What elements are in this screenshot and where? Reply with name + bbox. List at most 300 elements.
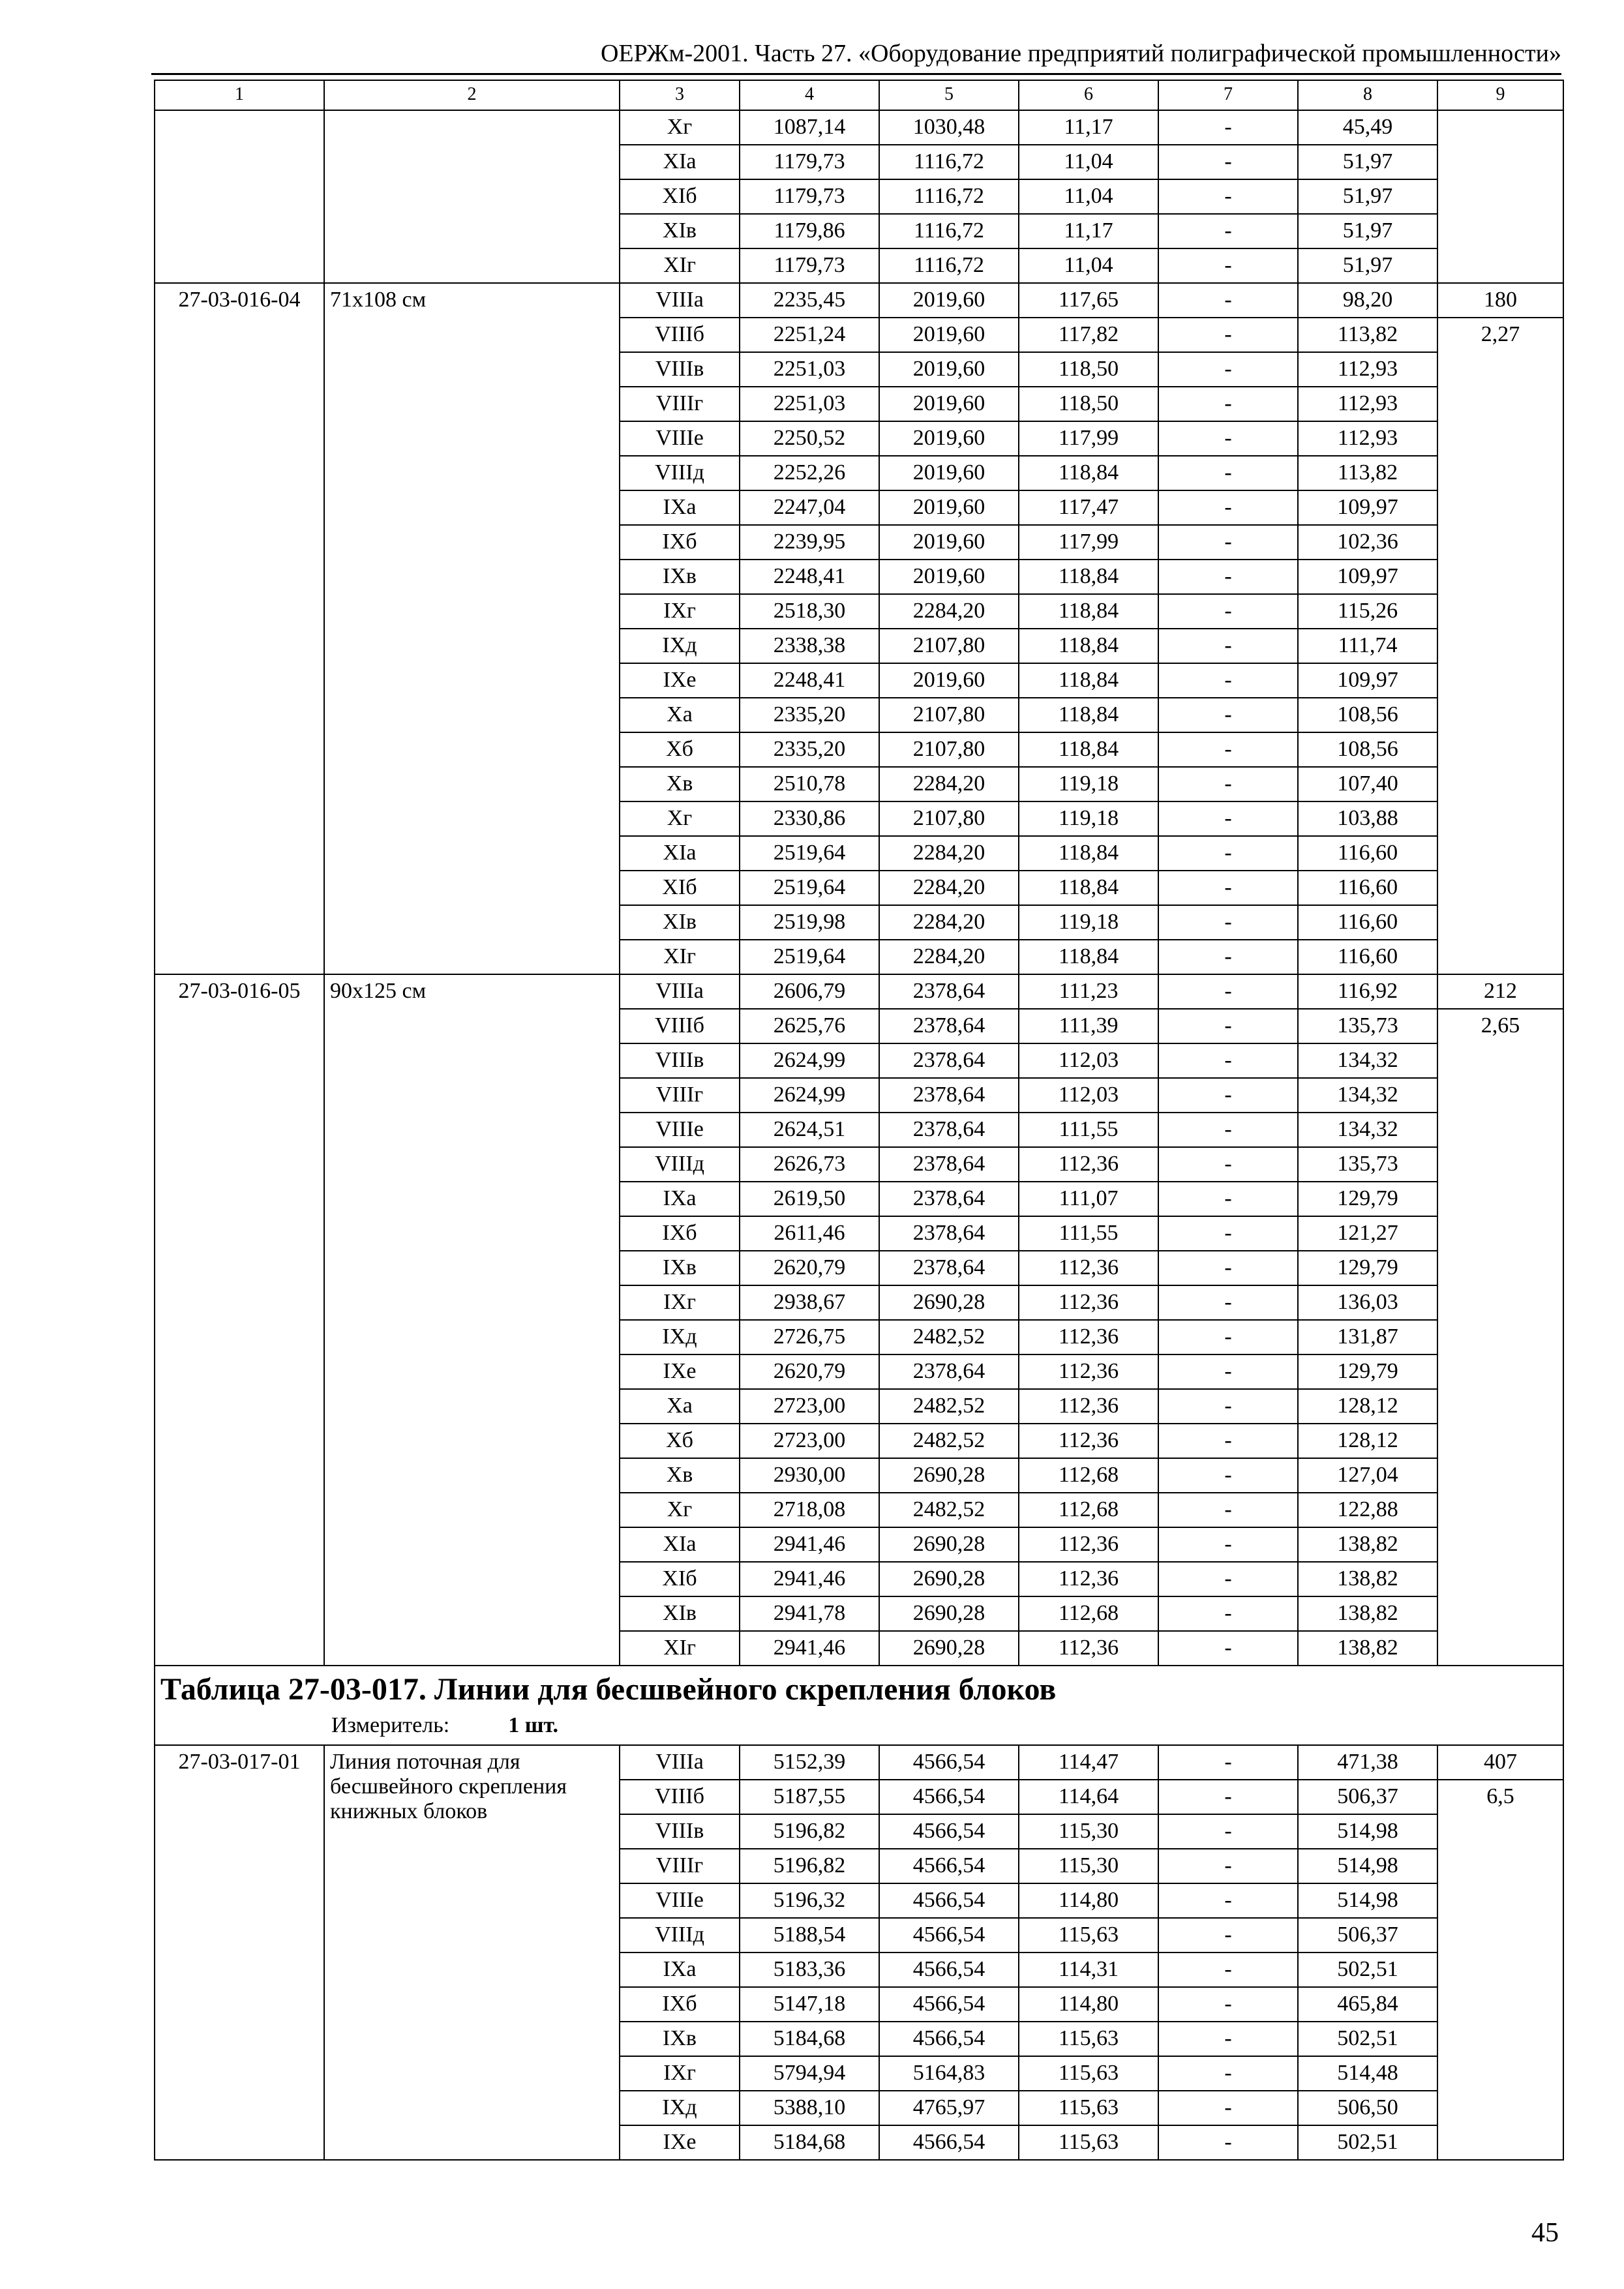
category-cell: IXа	[620, 490, 740, 525]
category-cell: Xг	[620, 110, 740, 145]
category-cell: IXв	[620, 1251, 740, 1285]
driver-cost-cell: -	[1158, 871, 1298, 905]
materials-cost-cell: 127,04	[1298, 1458, 1437, 1493]
total-cost-cell: 2624,99	[740, 1043, 879, 1078]
labor-cost-cell: 2019,60	[879, 560, 1019, 594]
driver-cost-cell: -	[1158, 283, 1298, 318]
machine-cost-cell: 118,84	[1019, 456, 1158, 490]
machine-cost-cell: 115,63	[1019, 1918, 1158, 1952]
machine-cost-cell: 112,68	[1019, 1596, 1158, 1631]
total-cost-cell: 2624,51	[740, 1113, 879, 1147]
total-cost-cell: 2330,86	[740, 801, 879, 836]
labor-cost-cell: 4566,54	[879, 2022, 1019, 2056]
materials-cost-cell: 51,97	[1298, 179, 1437, 214]
labor-cost-cell: 5164,83	[879, 2056, 1019, 2091]
labor-cost-cell: 2690,28	[879, 1562, 1019, 1596]
machine-cost-cell: 117,99	[1019, 525, 1158, 560]
materials-cost-cell: 128,12	[1298, 1424, 1437, 1458]
total-cost-cell: 5184,68	[740, 2125, 879, 2160]
category-cell: XIа	[620, 1527, 740, 1562]
machine-cost-cell: 111,23	[1019, 974, 1158, 1009]
labor-cost-cell: 4566,54	[879, 1918, 1019, 1952]
labor-cost-cell: 2284,20	[879, 905, 1019, 940]
total-cost-cell: 1179,73	[740, 179, 879, 214]
category-cell: VIIIг	[620, 387, 740, 421]
labor-input-cell: 2,65	[1437, 1009, 1563, 1666]
labor-cost-cell: 4566,54	[879, 2125, 1019, 2160]
materials-cost-cell: 138,82	[1298, 1631, 1437, 1666]
total-cost-cell: 2248,41	[740, 560, 879, 594]
labor-cost-cell: 2107,80	[879, 801, 1019, 836]
table-title-row	[155, 1666, 1563, 1711]
table-row	[155, 283, 1563, 318]
total-cost-cell: 2235,45	[740, 283, 879, 318]
category-cell: IXд	[620, 629, 740, 663]
total-cost-cell: 2518,30	[740, 594, 879, 629]
labor-cost-cell: 2019,60	[879, 525, 1019, 560]
category-cell: IXд	[620, 1320, 740, 1354]
labor-input-cell: 2,27	[1437, 318, 1563, 974]
category-cell: Xб	[620, 1424, 740, 1458]
materials-cost-cell: 138,82	[1298, 1596, 1437, 1631]
materials-cost-cell: 108,56	[1298, 732, 1437, 767]
machine-cost-cell: 11,04	[1019, 145, 1158, 179]
materials-cost-cell: 121,27	[1298, 1216, 1437, 1251]
materials-cost-cell: 116,92	[1298, 974, 1437, 1009]
machine-cost-cell: 111,07	[1019, 1182, 1158, 1216]
category-cell: IXе	[620, 1354, 740, 1389]
total-cost-cell: 5196,82	[740, 1814, 879, 1849]
category-cell: Xа	[620, 1389, 740, 1424]
machine-cost-cell: 11,04	[1019, 248, 1158, 283]
driver-cost-cell: -	[1158, 2056, 1298, 2091]
labor-cost-cell: 2378,64	[879, 1009, 1019, 1043]
driver-cost-cell: -	[1158, 1251, 1298, 1285]
labor-cost-cell: 2378,64	[879, 1078, 1019, 1113]
machine-cost-cell: 118,84	[1019, 836, 1158, 871]
total-cost-cell: 2626,73	[740, 1147, 879, 1182]
table-row	[155, 974, 1563, 1009]
materials-cost-cell: 113,82	[1298, 456, 1437, 490]
driver-cost-cell: -	[1158, 836, 1298, 871]
category-cell: XIа	[620, 836, 740, 871]
labor-cost-cell: 2019,60	[879, 283, 1019, 318]
table-title: Таблица 27-03-017. Линии для бесшвейного скрепления блоков	[155, 1666, 1563, 1711]
driver-cost-cell: -	[1158, 490, 1298, 525]
category-cell: IXе	[620, 663, 740, 698]
driver-cost-cell: -	[1158, 1389, 1298, 1424]
category-cell: XIг	[620, 248, 740, 283]
labor-cost-cell: 4566,54	[879, 1849, 1019, 1883]
category-cell: IXа	[620, 1952, 740, 1987]
total-cost-cell: 2519,64	[740, 940, 879, 974]
machine-cost-cell: 118,84	[1019, 940, 1158, 974]
machine-cost-cell: 118,84	[1019, 629, 1158, 663]
materials-cost-cell: 116,60	[1298, 871, 1437, 905]
materials-cost-cell: 111,74	[1298, 629, 1437, 663]
driver-cost-cell: -	[1158, 1745, 1298, 1780]
labor-cost-cell: 2019,60	[879, 456, 1019, 490]
machine-cost-cell: 117,47	[1019, 490, 1158, 525]
total-cost-cell: 2510,78	[740, 767, 879, 801]
rate-code	[155, 110, 324, 283]
driver-cost-cell: -	[1158, 248, 1298, 283]
labor-cost-cell: 4566,54	[879, 1883, 1019, 1918]
labor-cost-cell: 2019,60	[879, 421, 1019, 456]
category-cell: XIв	[620, 214, 740, 248]
machine-cost-cell: 115,63	[1019, 2022, 1158, 2056]
category-cell: IXб	[620, 525, 740, 560]
machine-cost-cell: 118,84	[1019, 732, 1158, 767]
driver-cost-cell: -	[1158, 1285, 1298, 1320]
machine-cost-cell: 111,55	[1019, 1216, 1158, 1251]
materials-cost-cell: 129,79	[1298, 1182, 1437, 1216]
machine-cost-cell: 114,64	[1019, 1780, 1158, 1814]
machine-cost-cell: 112,68	[1019, 1458, 1158, 1493]
materials-cost-cell: 129,79	[1298, 1251, 1437, 1285]
measure-unit	[155, 1711, 1563, 1745]
machine-cost-cell: 112,36	[1019, 1147, 1158, 1182]
materials-cost-cell: 514,98	[1298, 1814, 1437, 1849]
total-cost-cell: 2335,20	[740, 698, 879, 732]
labor-cost-cell: 2284,20	[879, 836, 1019, 871]
category-cell: XIб	[620, 1562, 740, 1596]
total-cost-cell: 1087,14	[740, 110, 879, 145]
total-cost-cell: 2247,04	[740, 490, 879, 525]
category-cell: XIг	[620, 1631, 740, 1666]
total-cost-cell: 5196,32	[740, 1883, 879, 1918]
materials-cost-cell: 502,51	[1298, 2125, 1437, 2160]
category-cell: XIв	[620, 1596, 740, 1631]
category-cell: VIIIб	[620, 1009, 740, 1043]
driver-cost-cell: -	[1158, 387, 1298, 421]
materials-cost-cell: 113,82	[1298, 318, 1437, 352]
materials-cost-cell: 51,97	[1298, 145, 1437, 179]
driver-cost-cell: -	[1158, 421, 1298, 456]
materials-cost-cell: 134,32	[1298, 1113, 1437, 1147]
category-cell: VIIIв	[620, 1814, 740, 1849]
labor-cost-cell: 2019,60	[879, 318, 1019, 352]
total-cost-cell: 2726,75	[740, 1320, 879, 1354]
materials-cost-cell: 465,84	[1298, 1987, 1437, 2022]
category-cell: VIIIб	[620, 1780, 740, 1814]
driver-cost-cell: -	[1158, 179, 1298, 214]
total-cost-cell: 2619,50	[740, 1182, 879, 1216]
machine-cost-cell: 112,36	[1019, 1424, 1158, 1458]
driver-cost-cell: -	[1158, 1596, 1298, 1631]
driver-cost-cell: -	[1158, 352, 1298, 387]
total-cost-cell: 5147,18	[740, 1987, 879, 2022]
labor-cost-cell: 1116,72	[879, 145, 1019, 179]
driver-cost-cell: -	[1158, 801, 1298, 836]
driver-cost-cell: -	[1158, 456, 1298, 490]
materials-cost-cell: 131,87	[1298, 1320, 1437, 1354]
driver-cost-cell: -	[1158, 663, 1298, 698]
materials-cost-cell: 109,97	[1298, 560, 1437, 594]
labor-cost-cell: 1030,48	[879, 110, 1019, 145]
driver-cost-cell: -	[1158, 1320, 1298, 1354]
materials-cost-cell: 51,97	[1298, 248, 1437, 283]
materials-cost-cell: 506,37	[1298, 1918, 1437, 1952]
total-cost-cell: 2239,95	[740, 525, 879, 560]
column-number-row	[155, 80, 1563, 110]
machine-cost-cell: 118,84	[1019, 871, 1158, 905]
driver-cost-cell: -	[1158, 1009, 1298, 1043]
labor-cost-cell: 2378,64	[879, 1043, 1019, 1078]
total-cost-cell: 5187,55	[740, 1780, 879, 1814]
total-cost-cell: 2519,64	[740, 836, 879, 871]
machine-cost-cell: 118,50	[1019, 387, 1158, 421]
total-cost-cell: 2606,79	[740, 974, 879, 1009]
column-number: 2	[324, 80, 620, 110]
total-cost-cell: 2620,79	[740, 1251, 879, 1285]
machine-cost-cell: 115,30	[1019, 1849, 1158, 1883]
materials-cost-cell: 122,88	[1298, 1493, 1437, 1527]
category-cell: VIIIв	[620, 352, 740, 387]
category-cell: IXб	[620, 1216, 740, 1251]
materials-cost-cell: 136,03	[1298, 1285, 1437, 1320]
category-cell: VIIIд	[620, 1147, 740, 1182]
driver-cost-cell: -	[1158, 1424, 1298, 1458]
labor-cost-cell: 2690,28	[879, 1285, 1019, 1320]
labor-cost-cell: 4566,54	[879, 1780, 1019, 1814]
category-cell: VIIIа	[620, 283, 740, 318]
driver-cost-cell: -	[1158, 318, 1298, 352]
category-cell: IXг	[620, 1285, 740, 1320]
rates-table	[154, 80, 1564, 2161]
category-cell: IXе	[620, 2125, 740, 2160]
driver-cost-cell: -	[1158, 629, 1298, 663]
driver-cost-cell: -	[1158, 525, 1298, 560]
machine-cost-cell: 11,17	[1019, 110, 1158, 145]
category-cell: Xв	[620, 767, 740, 801]
total-cost-cell: 1179,86	[740, 214, 879, 248]
total-cost-cell: 1179,73	[740, 248, 879, 283]
driver-cost-cell: -	[1158, 1354, 1298, 1389]
total-cost-cell: 5196,82	[740, 1849, 879, 1883]
category-cell: VIIIг	[620, 1849, 740, 1883]
labor-cost-cell: 2378,64	[879, 1354, 1019, 1389]
driver-cost-cell: -	[1158, 2091, 1298, 2125]
labor-cost-cell: 2107,80	[879, 698, 1019, 732]
category-cell: XIб	[620, 179, 740, 214]
machine-cost-cell: 114,31	[1019, 1952, 1158, 1987]
column-number: 1	[155, 80, 324, 110]
driver-cost-cell: -	[1158, 110, 1298, 145]
machine-cost-cell: 119,18	[1019, 905, 1158, 940]
category-cell: XIб	[620, 871, 740, 905]
total-cost-cell: 2938,67	[740, 1285, 879, 1320]
column-number: 8	[1298, 80, 1437, 110]
labor-cost-cell: 2690,28	[879, 1596, 1019, 1631]
category-cell: IXв	[620, 560, 740, 594]
materials-cost-cell: 471,38	[1298, 1745, 1437, 1780]
materials-cost-cell: 116,60	[1298, 836, 1437, 871]
materials-cost-cell: 138,82	[1298, 1527, 1437, 1562]
materials-cost-cell: 116,60	[1298, 905, 1437, 940]
materials-cost-cell: 108,56	[1298, 698, 1437, 732]
category-cell: VIIIд	[620, 456, 740, 490]
labor-cost-cell: 4566,54	[879, 1952, 1019, 1987]
labor-cost-cell: 2284,20	[879, 940, 1019, 974]
category-cell: IXб	[620, 1987, 740, 2022]
labor-cost-cell: 2378,64	[879, 1216, 1019, 1251]
machine-cost-cell: 114,80	[1019, 1883, 1158, 1918]
machine-cost-cell: 118,84	[1019, 560, 1158, 594]
machine-cost-cell: 119,18	[1019, 767, 1158, 801]
driver-cost-cell: -	[1158, 1952, 1298, 1987]
labor-cost-cell: 2482,52	[879, 1389, 1019, 1424]
labor-cost-cell: 2019,60	[879, 387, 1019, 421]
column-number: 3	[620, 80, 740, 110]
driver-cost-cell: -	[1158, 1458, 1298, 1493]
total-cost-cell: 2624,99	[740, 1078, 879, 1113]
machine-cost-cell: 114,80	[1019, 1987, 1158, 2022]
total-cost-cell: 2251,24	[740, 318, 879, 352]
materials-cost-cell: 112,93	[1298, 352, 1437, 387]
category-cell: VIIIв	[620, 1043, 740, 1078]
total-cost-cell: 2519,64	[740, 871, 879, 905]
driver-cost-cell: -	[1158, 1216, 1298, 1251]
materials-cost-cell: 128,12	[1298, 1389, 1437, 1424]
labor-input-cell: 6,5	[1437, 1780, 1563, 2160]
materials-cost-cell: 98,20	[1298, 283, 1437, 318]
machine-cost-cell: 112,36	[1019, 1389, 1158, 1424]
materials-cost-cell: 514,98	[1298, 1849, 1437, 1883]
labor-input-cell: 407	[1437, 1745, 1563, 1780]
category-cell: VIIIг	[620, 1078, 740, 1113]
driver-cost-cell: -	[1158, 974, 1298, 1009]
machine-cost-cell: 117,65	[1019, 283, 1158, 318]
labor-cost-cell: 2284,20	[879, 767, 1019, 801]
category-cell: Xв	[620, 1458, 740, 1493]
materials-cost-cell: 112,93	[1298, 387, 1437, 421]
materials-cost-cell: 514,48	[1298, 2056, 1437, 2091]
machine-cost-cell: 118,84	[1019, 698, 1158, 732]
machine-cost-cell: 112,36	[1019, 1251, 1158, 1285]
machine-cost-cell: 112,03	[1019, 1043, 1158, 1078]
labor-cost-cell: 4566,54	[879, 1987, 1019, 2022]
total-cost-cell: 5794,94	[740, 2056, 879, 2091]
total-cost-cell: 2930,00	[740, 1458, 879, 1493]
machine-cost-cell: 112,03	[1019, 1078, 1158, 1113]
machine-cost-cell: 118,84	[1019, 594, 1158, 629]
labor-cost-cell: 4765,97	[879, 2091, 1019, 2125]
machine-cost-cell: 118,50	[1019, 352, 1158, 387]
machine-cost-cell: 115,63	[1019, 2091, 1158, 2125]
machine-cost-cell: 115,63	[1019, 2056, 1158, 2091]
driver-cost-cell: -	[1158, 1918, 1298, 1952]
driver-cost-cell: -	[1158, 1043, 1298, 1078]
driver-cost-cell: -	[1158, 145, 1298, 179]
machine-cost-cell: 114,47	[1019, 1745, 1158, 1780]
materials-cost-cell: 112,93	[1298, 421, 1437, 456]
driver-cost-cell: -	[1158, 1527, 1298, 1562]
table-row	[155, 110, 1563, 145]
total-cost-cell: 2941,46	[740, 1631, 879, 1666]
driver-cost-cell: -	[1158, 1113, 1298, 1147]
labor-cost-cell: 2690,28	[879, 1631, 1019, 1666]
labor-cost-cell: 1116,72	[879, 179, 1019, 214]
category-cell: IXг	[620, 2056, 740, 2091]
materials-cost-cell: 109,97	[1298, 663, 1437, 698]
materials-cost-cell: 51,97	[1298, 214, 1437, 248]
materials-cost-cell: 502,51	[1298, 2022, 1437, 2056]
materials-cost-cell: 135,73	[1298, 1009, 1437, 1043]
labor-cost-cell: 2378,64	[879, 1113, 1019, 1147]
page-number: 45	[1531, 2218, 1559, 2248]
category-cell: VIIIа	[620, 974, 740, 1009]
total-cost-cell: 2941,78	[740, 1596, 879, 1631]
labor-cost-cell: 2378,64	[879, 974, 1019, 1009]
total-cost-cell: 2723,00	[740, 1424, 879, 1458]
driver-cost-cell: -	[1158, 1562, 1298, 1596]
category-cell: VIIIб	[620, 318, 740, 352]
total-cost-cell: 5184,68	[740, 2022, 879, 2056]
category-cell: IXг	[620, 594, 740, 629]
materials-cost-cell: 138,82	[1298, 1562, 1437, 1596]
rate-code: 27-03-016-05	[155, 974, 324, 1666]
driver-cost-cell: -	[1158, 2125, 1298, 2160]
total-cost-cell: 2250,52	[740, 421, 879, 456]
category-cell: VIIIа	[620, 1745, 740, 1780]
labor-cost-cell: 4566,54	[879, 1814, 1019, 1849]
column-number: 5	[879, 80, 1019, 110]
driver-cost-cell: -	[1158, 1780, 1298, 1814]
total-cost-cell: 2611,46	[740, 1216, 879, 1251]
category-cell: XIв	[620, 905, 740, 940]
driver-cost-cell: -	[1158, 1493, 1298, 1527]
driver-cost-cell: -	[1158, 905, 1298, 940]
driver-cost-cell: -	[1158, 1631, 1298, 1666]
column-number: 7	[1158, 80, 1298, 110]
total-cost-cell: 5152,39	[740, 1745, 879, 1780]
machine-cost-cell: 117,82	[1019, 318, 1158, 352]
materials-cost-cell: 502,51	[1298, 1952, 1437, 1987]
labor-cost-cell: 2378,64	[879, 1182, 1019, 1216]
labor-cost-cell: 2482,52	[879, 1424, 1019, 1458]
total-cost-cell: 5183,36	[740, 1952, 879, 1987]
labor-cost-cell: 2482,52	[879, 1320, 1019, 1354]
total-cost-cell: 2338,38	[740, 629, 879, 663]
labor-cost-cell: 2690,28	[879, 1527, 1019, 1562]
driver-cost-cell: -	[1158, 214, 1298, 248]
driver-cost-cell: -	[1158, 767, 1298, 801]
page-header-title: ОЕРЖм-2001. Часть 27. «Оборудование предприятий полиграфической промышленности»	[600, 40, 1561, 67]
category-cell: Xг	[620, 1493, 740, 1527]
category-cell: VIIIд	[620, 1918, 740, 1952]
materials-cost-cell: 129,79	[1298, 1354, 1437, 1389]
materials-cost-cell: 116,60	[1298, 940, 1437, 974]
total-cost-cell: 2248,41	[740, 663, 879, 698]
labor-cost-cell: 4566,54	[879, 1745, 1019, 1780]
machine-cost-cell: 115,30	[1019, 1814, 1158, 1849]
driver-cost-cell: -	[1158, 2022, 1298, 2056]
header-divider	[151, 73, 1561, 75]
materials-cost-cell: 506,37	[1298, 1780, 1437, 1814]
category-cell: Xб	[620, 732, 740, 767]
measure-row	[155, 1711, 1563, 1745]
category-cell: XIа	[620, 145, 740, 179]
equipment-name: 71x108 см	[324, 283, 620, 974]
total-cost-cell: 2723,00	[740, 1389, 879, 1424]
total-cost-cell: 2251,03	[740, 387, 879, 421]
category-cell: Xа	[620, 698, 740, 732]
labor-cost-cell: 2019,60	[879, 490, 1019, 525]
driver-cost-cell: -	[1158, 1078, 1298, 1113]
driver-cost-cell: -	[1158, 1849, 1298, 1883]
equipment-name	[324, 110, 620, 283]
